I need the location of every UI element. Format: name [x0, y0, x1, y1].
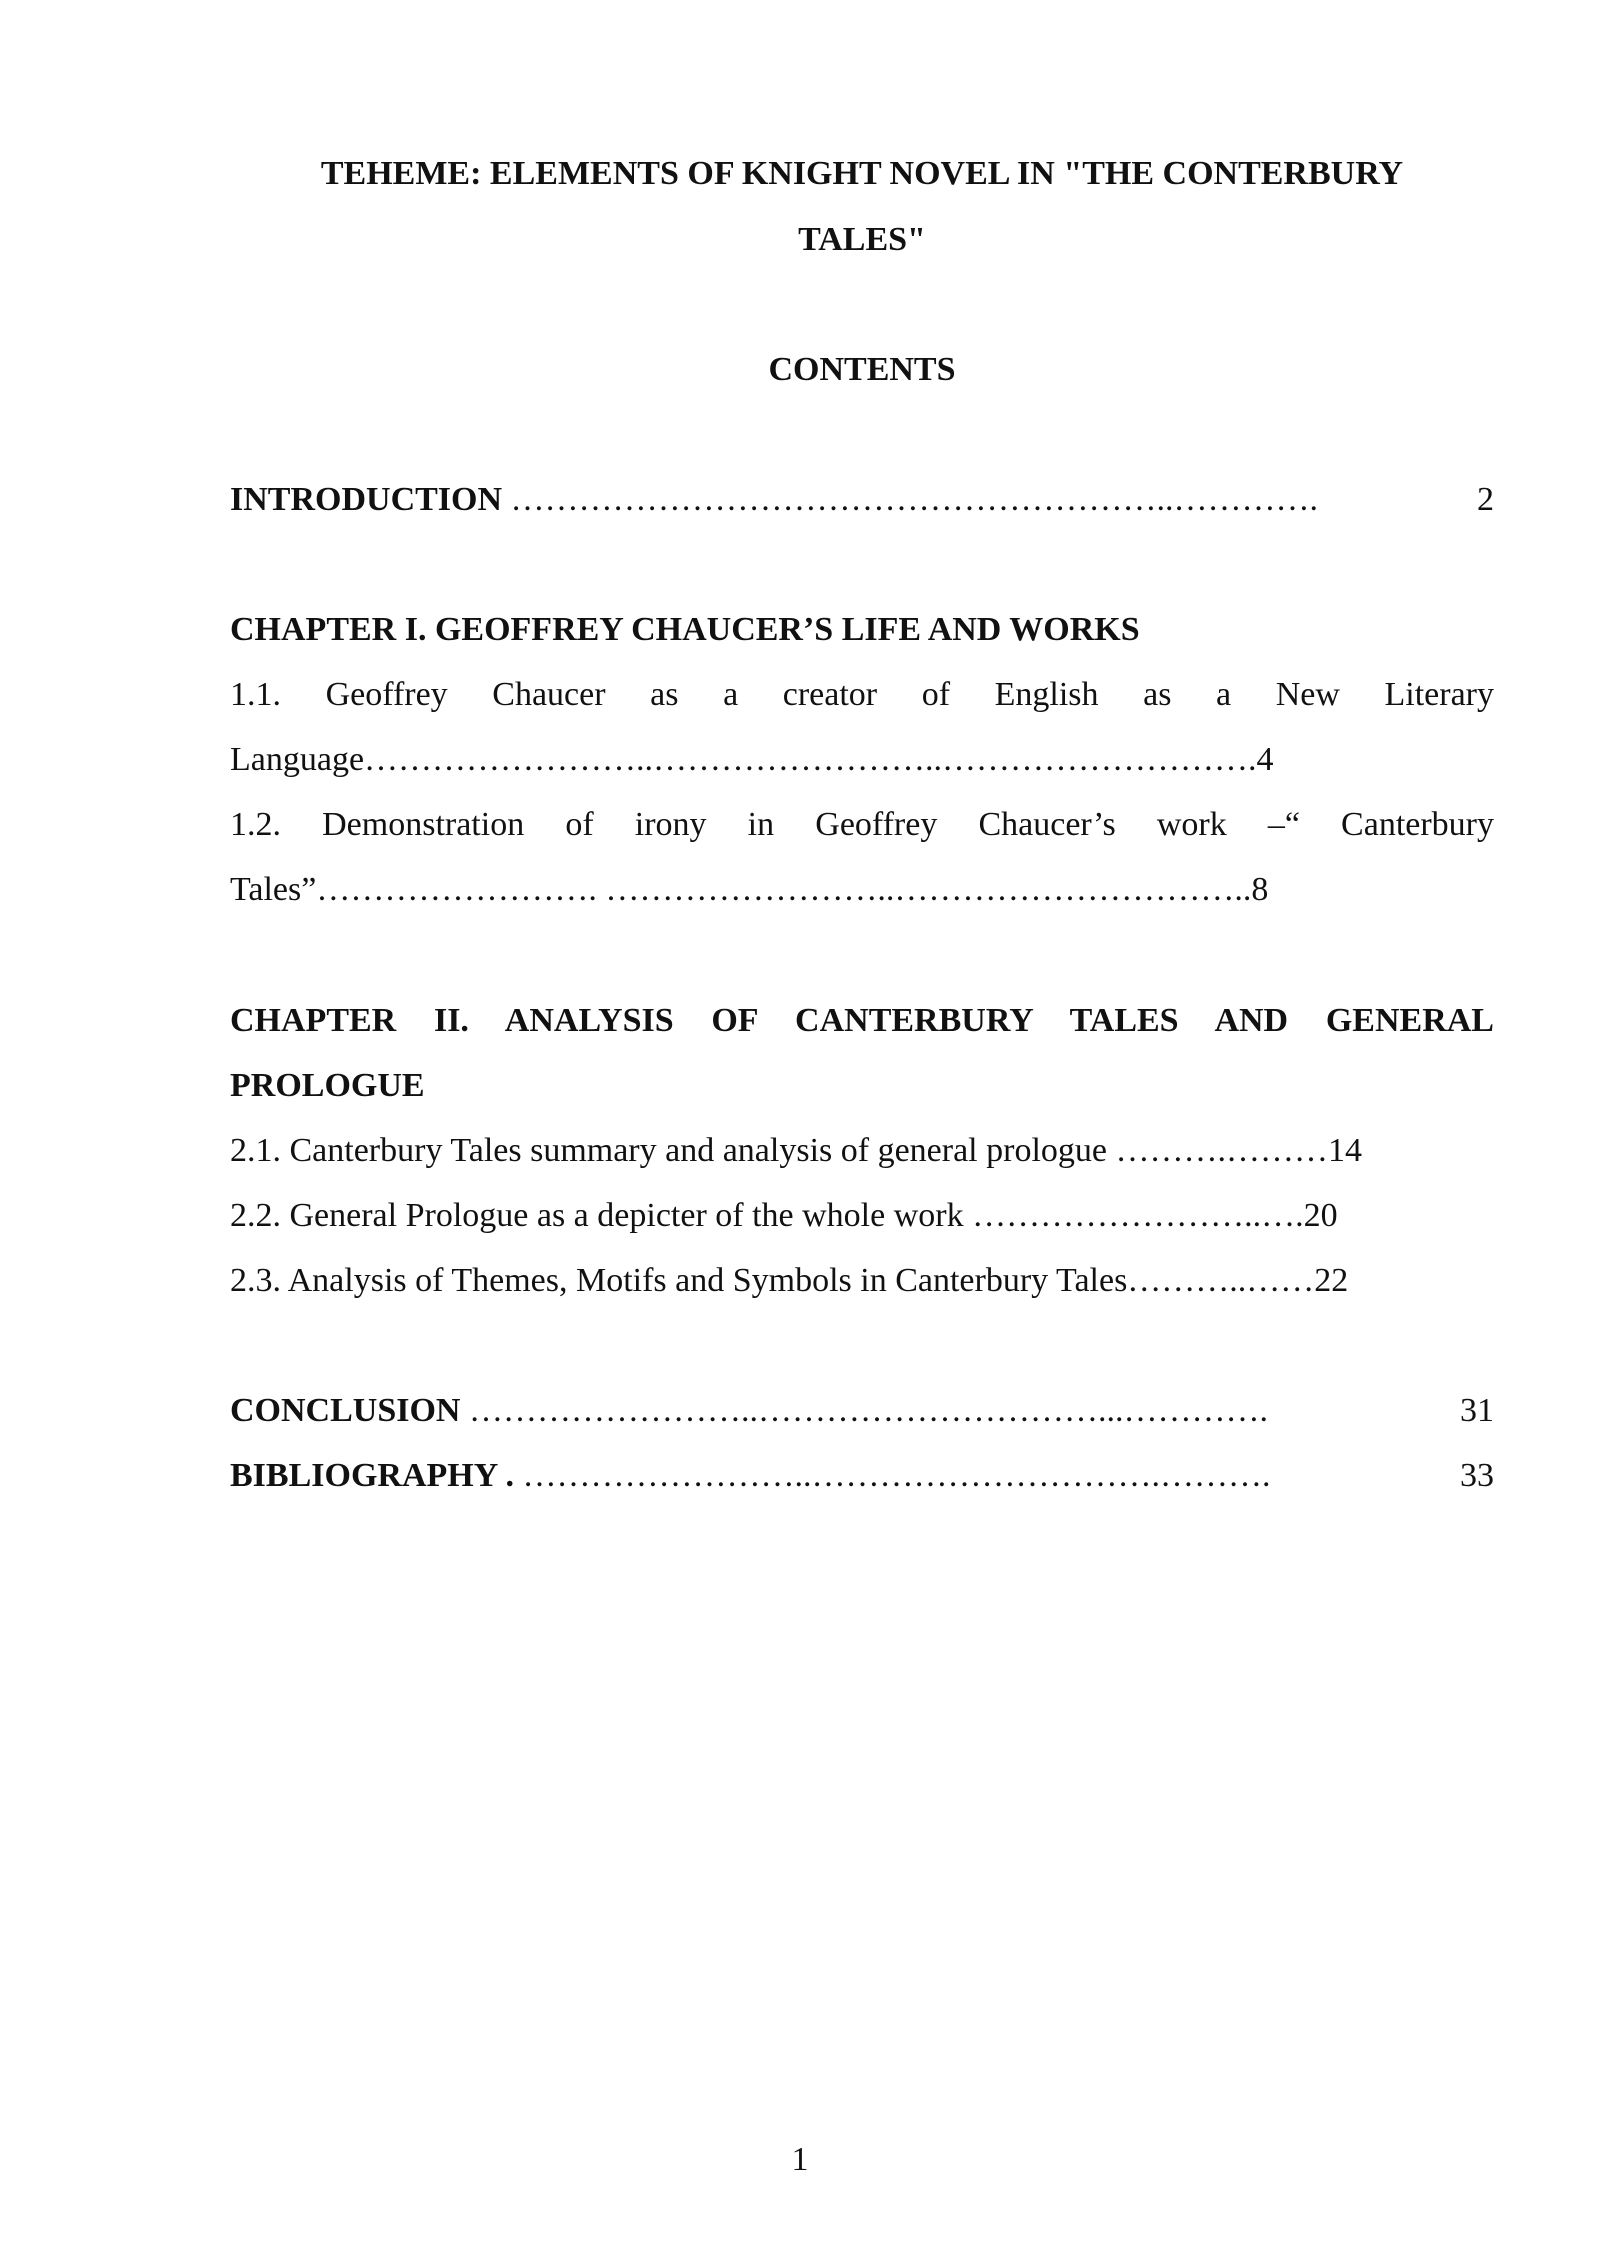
toc-entry-2-1: 2.1. Canterbury Tales summary and analysis of general prologue ……….………14 [230, 1132, 1362, 1169]
conclusion-leader: ……………………..…………………………...…………. [460, 1392, 1268, 1429]
bibliography-label: BIBLIOGRAPHY . [230, 1457, 515, 1494]
toc-entry-1-2-line-1: 1.2. Demonstration of irony in Geoffrey Chaucer’s work –“ Canterbury [230, 806, 1494, 843]
chapter-2-title-line-1: CHAPTER II. ANALYSIS OF CANTERBURY TALES AND GENERAL [230, 1002, 1494, 1039]
toc-entry-conclusion [230, 1389, 1494, 1433]
toc-entry-2-3: 2.3. Analysis of Themes, Motifs and Symbols in Canterbury Tales………..……22 [230, 1262, 1349, 1299]
introduction-label: INTRODUCTION [230, 481, 503, 518]
toc-entry-1-1-line-1: 1.1. Geoffrey Chaucer as a creator of English as a New Literary [230, 676, 1494, 713]
toc-entry-1-2-line-2: Tales”……………………. ……………………..…………………………..8 [230, 871, 1269, 908]
theme-title-line-2: TALES" [798, 221, 926, 258]
bibliography-page: 33 [1460, 1457, 1494, 1494]
conclusion-label: CONCLUSION [230, 1392, 461, 1429]
chapter-2-title-line-2: PROLOGUE [230, 1067, 425, 1104]
conclusion-page: 31 [1460, 1392, 1494, 1429]
page-number: 1 [791, 2141, 809, 2178]
introduction-leader: …………………………………………………..…………. [502, 481, 1319, 518]
toc-entry-introduction [230, 478, 1494, 522]
toc-entry-bibliography [230, 1454, 1494, 1498]
theme-title-line-1: TEHEME: ELEMENTS OF KNIGHT NOVEL IN "THE CONTERBURY [320, 155, 1404, 192]
toc-entry-2-2: 2.2. General Prologue as a depicter of the whole work ……………………..….20 [230, 1197, 1338, 1234]
bibliography-leader: ……………………..………………………….………. [514, 1457, 1271, 1494]
contents-heading: CONTENTS [768, 351, 956, 388]
toc-entry-1-1-line-2: Language……………………..……………………..……………………….4 [230, 741, 1274, 778]
document-page [230, 0, 1494, 2262]
introduction-page: 2 [1477, 481, 1494, 518]
chapter-1-title: CHAPTER I. GEOFFREY CHAUCER’S LIFE AND WORKS [230, 611, 1140, 648]
